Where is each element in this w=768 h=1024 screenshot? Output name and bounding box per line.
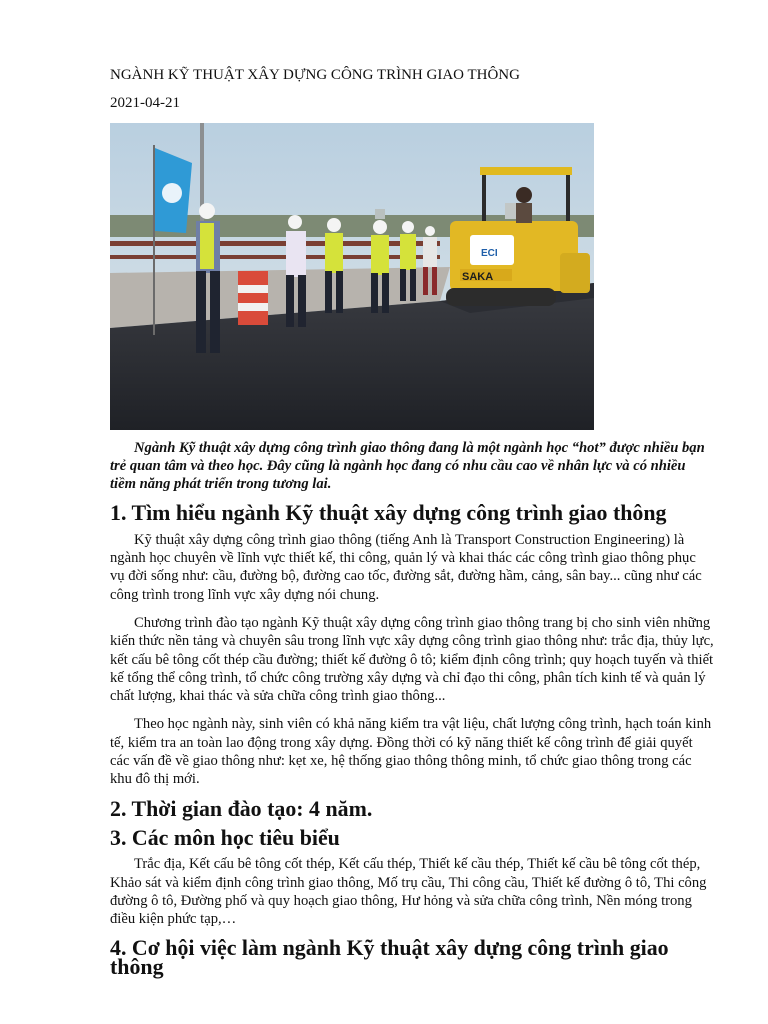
article [110, 66, 714, 979]
section-heading: 3. Các môn học tiêu biểu [110, 824, 340, 850]
section-heading: 2. Thời gian đào tạo: 4 năm. [110, 795, 373, 821]
road-paving-photo [110, 123, 594, 430]
paragraph: Theo học ngành này, sinh viên có khả năng kiểm tra vật liệu, chất lượng công trình, hạch toán kinh tế, kiểm tra an toàn lao động trong xây dựng. Đồng thời có kỹ năng thiết kế công trình để giải quyết các vấn đề về giao thông như: kẹt xe, hệ thống giao thông thông minh, tổ chức giao thông trong các khu đô thị mới. [110, 716, 712, 788]
paragraph: Chương trình đào tạo ngành Kỹ thuật xây dựng công trình giao thông trang bị cho sinh viên những kiến thức nền tảng và chuyên sâu trong lĩnh vực xây dựng công trình giao thông như: trắc địa, thủy lực, kết cấu bê tông cốt thép cầu đường; thiết kế đường ô tô; kiểm định công trình; quy hoạch tuyến và thiết kế tổng thể công trình, tổ chức công trường xây dựng và chỉ đạo thi công, phân tích kinh tế và quản lý chất lượng, khai thác và sửa chữa công trình giao thông... [110, 614, 714, 705]
paragraph: Kỹ thuật xây dựng công trình giao thông (tiếng Anh là Transport Construction Engineering) là ngành học chuyên về lĩnh vực thiết kế, thi công, quản lý và khai thác các công trình giao thông phục vụ đời sống như: cầu, đường bộ, đường cao tốc, đường sắt, đường hầm, cảng, sân bay... cũng như các công trình trong lĩnh vực xây dựng nói chung. [110, 531, 702, 603]
roller-brand: SAKA [462, 270, 494, 283]
article-lead: Ngành Kỹ thuật xây dựng công trình giao thông đang là một ngành học “hot” được nhiều bạn trẻ quan tâm và theo học. Đây cũng là ngành học đang có nhu cầu cao về nhân lực và có nhiều tiềm năng phát triển trong tương lai. [110, 439, 705, 493]
section-heading: 1. Tìm hiểu ngành Kỹ thuật xây dựng công trình giao thông [110, 500, 667, 526]
section-heading: 4. Cơ hội việc làm ngành Kỹ thuật xây dựng công trình giao thông [110, 935, 669, 979]
roller-logo: ECI [481, 247, 498, 259]
article-title: NGÀNH KỸ THUẬT XÂY DỰNG CÔNG TRÌNH GIAO THÔNG [110, 67, 520, 83]
article-date: 2021-04-21 [110, 95, 180, 112]
paragraph: Trắc địa, Kết cấu bê tông cốt thép, Kết cấu thép, Thiết kế cầu thép, Thiết kế cầu bê tông cốt thép, Khảo sát và kiểm định công trình giao thông, Mố trụ cầu, Thi công cầu, Thiết kế đường ô tô, Thi công đường ô tô, Đường phố và quy hoạch giao thông, Hư hỏng và sửa chữa công trình, Nền móng trong điều kiện phức tạp,… [110, 856, 707, 928]
